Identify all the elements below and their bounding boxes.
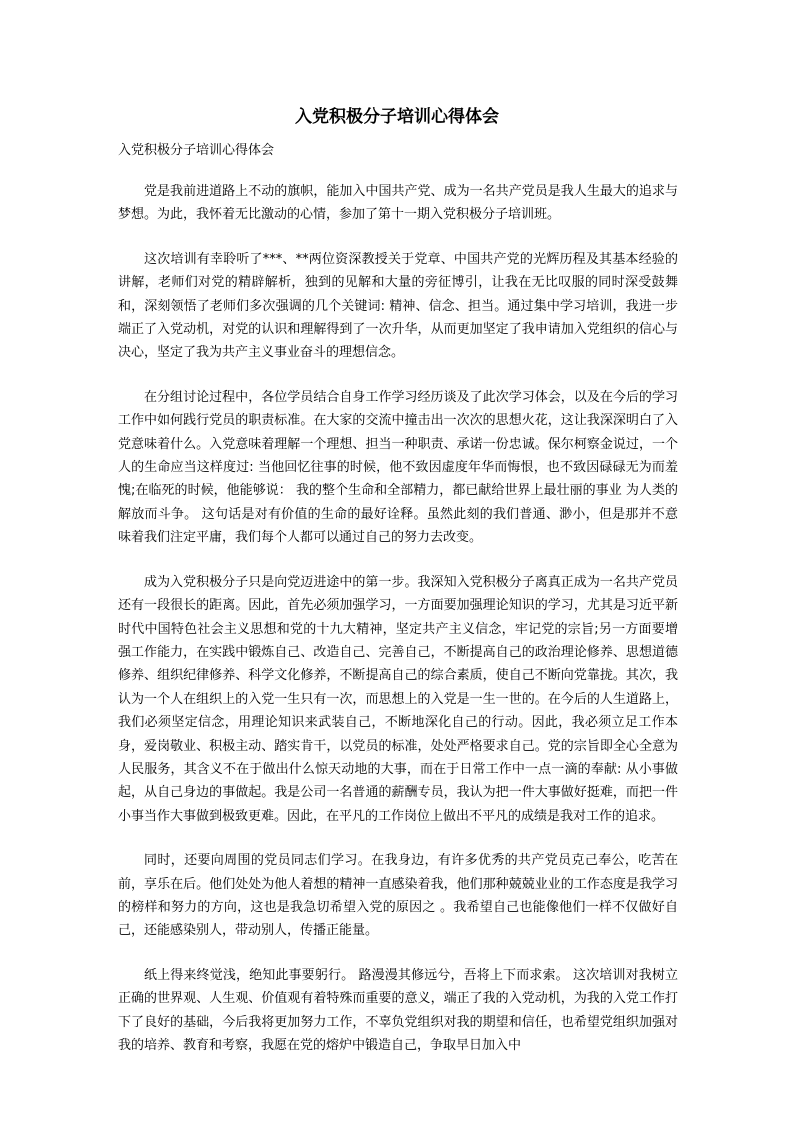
- paragraph: 纸上得来终觉浅，绝知此事要躬行。 路漫漫其修远兮，吾将上下而求索。 这次培训对我树立正确的世界观、人生观、价值观有着特殊而重要的意义，端正了我的入党动机，为我的入党工作打下了良好的基础，今后我将更加努力工作，不辜负党组织对我的期望和信任，也希望党组织加强对我的培养、教育和考察，我愿在党的熔炉中锻造自己，争取早日加入中: [118, 967, 678, 1053]
- paragraph: 同时，还要向周围的党员同志们学习。在我身边，有许多优秀的共产党员克己奉公，吃苦在前，享乐在后。他们处处为他人着想的精神一直感染着我，他们那种兢兢业业的工作态度是我学习的榜样和努力的方向，这也是我急切希望入党的原因之 。我希望自己也能像他们一样不仅做好自己，还能感染别人，带动别人，传播正能量。: [118, 853, 678, 939]
- document-body: [118, 180, 678, 1078]
- document-title: 入党积极分子培训心得体会: [295, 107, 499, 127]
- paragraph: 这次培训有幸聆听了***、**两位资深教授关于党章、中国共产党的光辉历程及其基本经验的讲解，老师们对党的精辟解析，独到的见解和大量的旁征博引，让我在无比叹服的同时深受鼓舞和，深刻领悟了老师们多次强调的几个关键词: 精神、信念、担当。通过集中学习培训，我进一步端正了入党动机，对党的认识和理解得到了一次升华，从而更加坚定了我申请加入党组织的信心与决心，坚定了我为共产主义事业奋斗的理想信念。: [118, 251, 678, 361]
- paragraph: 党是我前进道路上不动的旗帜，能加入中国共产党、成为一名共产党员是我人生最大的追求与梦想。为此，我怀着无比激动的心情，参加了第十一期入党积极分子培训班。: [118, 184, 678, 223]
- paragraph: 在分组讨论过程中，各位学员结合自身工作学习经历谈及了此次学习体会，以及在今后的学习工作中如何践行党员的职责标准。在大家的交流中撞击出一次次的思想火花，这让我深深明白了入党意味着什么。入党意味着理解一个理想、担当一种职责、承诺一份忠诚。保尔柯察金说过，一个人的生命应当这样度过: 当他回忆往事的时候，他不致因虚度年华而悔恨，也不致因碌碌无为而羞愧;在临死的时候，他能够说： 我的整个生命和全部精力，都已献给世界上最壮丽的事业 为人类的解放而斗争。 这句话是对有价值的生命的最好诠释。虽然此刻的我们普通、渺小，但是那并不意味着我们注定平庸，我们每个人都可以通过自己的努力去改变。: [118, 389, 678, 546]
- paragraph: 成为入党积极分子只是向党迈进途中的第一步。我深知入党积极分子离真正成为一名共产党员还有一段很长的距离。因此，首先必须加强学习，一方面要加强理论知识的学习，尤其是习近平新时代中国特色社会主义思想和党的十九大精神，坚定共产主义信念，牢记党的宗旨;另一方面要增强工作能力，在实践中锻炼自己、改造自己、完善自己，不断提高自己的政治理论修养、思想道德修养、组织纪律修养、科学文化修养，不断提高自己的综合素质，使自己不断向党靠拢。其次，我认为一个人在组织上的入党一生只有一次，而思想上的入党是一生一世的。在今后的人生道路上，我们必须坚定信念，用理论知识来武装自己，不断地深化自己的行动。因此，我必须立足工作本身，爱岗敬业、积极主动、踏实肯干，以党员的标准，处处严格要求自己。党的宗旨即全心全意为人民服务，其含义不在于做出什么惊天动地的大事，而在于日常工作中一点一滴的奉献: 从小事做起，从自己身边的事做起。我是公司一名普通的薪酬专员，我认为把一件大事做好挺难，而把一件小事当作大事做到极致更难。因此，在平凡的工作岗位上做出不平凡的成绩是我对工作的追求。: [118, 574, 678, 824]
- document-subtitle: 入党积极分子培训心得体会: [118, 143, 275, 158]
